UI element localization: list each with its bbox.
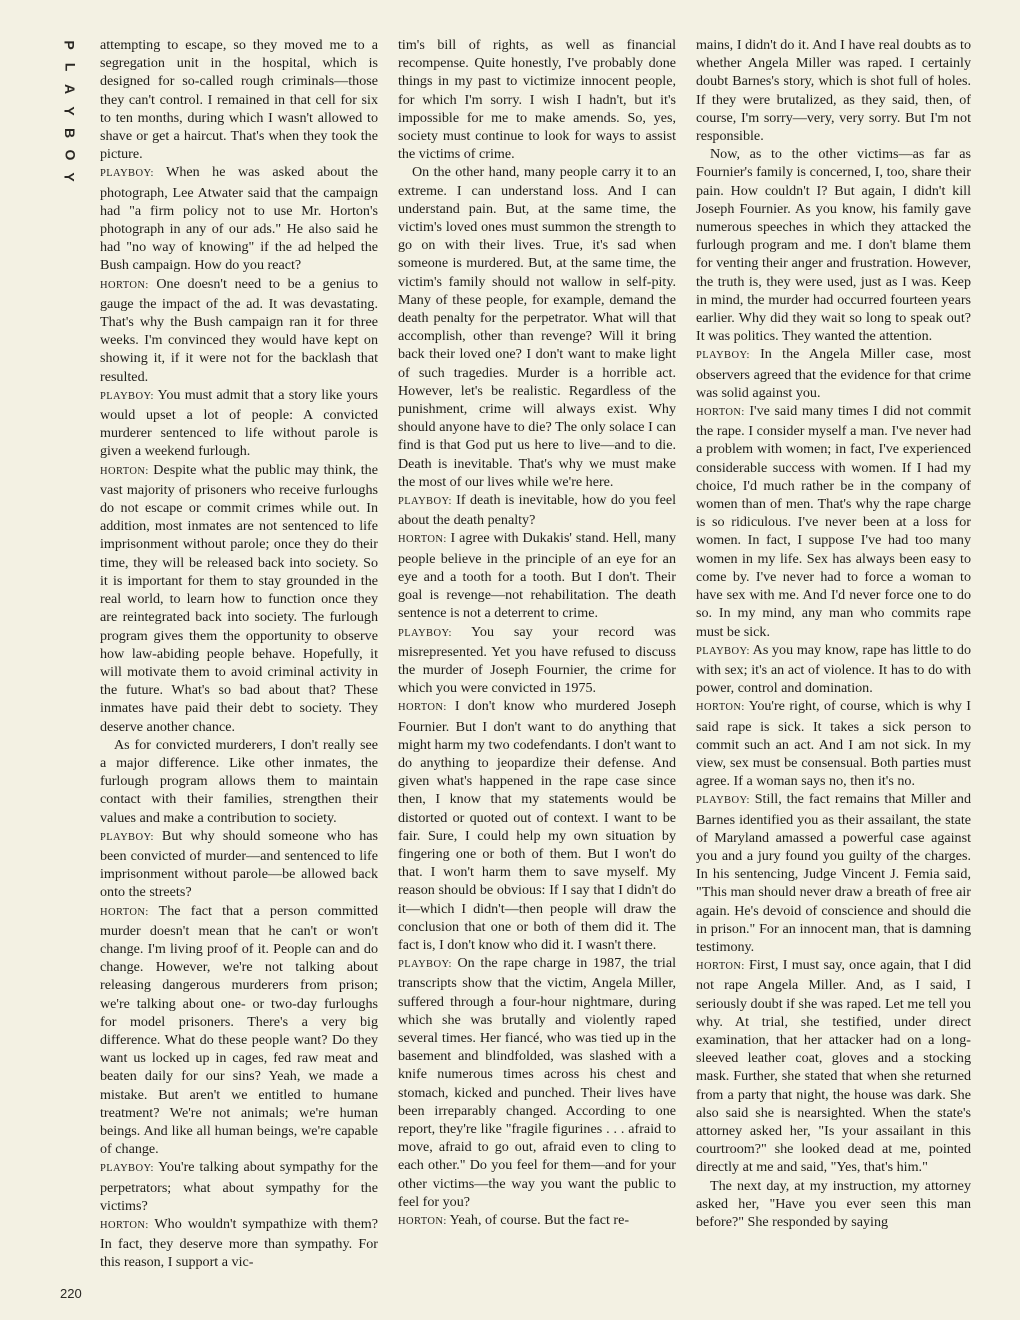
- page-number: 220: [60, 1286, 82, 1301]
- paragraph-text: You're right, of course, which is why I said rape is sick. It takes a sick person to commit such an act. And I am not sick. In my view, sex must be consensual. Both parties must agree. If a woman says no, then it's no.: [696, 698, 971, 790]
- speaker-label: PLAYBOY:: [696, 645, 750, 657]
- speaker-label: PLAYBOY:: [100, 168, 154, 180]
- paragraph: [696, 641, 971, 698]
- speaker-label: PLAYBOY:: [696, 795, 750, 807]
- paragraph: [100, 275, 378, 386]
- paragraph-text: You're talking about sympathy for the perpetrators; what about sympathy for the victims?: [100, 1159, 378, 1214]
- paragraph: [398, 1211, 676, 1231]
- paragraph-text: Now, as to the other victims—as far as Fournier's family is concerned, I, too, share their pain. How couldn't I? But again, I didn't kill Joseph Fournier. As you know, his family gave numerous speeches in which they attacked the furlough program and me. I don't blame them for venting their anger and frustration. However, the truth is, they were used, just as I was. Keep in mind, the murder had occurred fourteen years earlier. Why did they wait so long to speak out? It was politics. They wanted the attention.: [696, 146, 971, 345]
- running-head-letter: O: [61, 149, 78, 161]
- paragraph-text: The fact that a person committed murder doesn't mean that he can't or won't change. I'm living proof of it. People can and do change. However, we're not talking about releasing dangerous murderers from prison; we're talking about one- or two-day furloughs for model prisoners. There's a very big difference. What do these people want? Do they want us locked up in cages, fed raw meat and beaten daily for our sins? Yeah, we made a mistake. But aren't we entitled to humane treatment? We're not animals; we're human beings. And like all human beings, we're capable of change.: [100, 902, 378, 1158]
- paragraph: [100, 461, 378, 736]
- paragraph: [100, 163, 378, 274]
- speaker-label: HORTON:: [398, 1216, 447, 1227]
- paragraph-text: If death is inevitable, how do you feel about the death penalty?: [398, 492, 676, 529]
- speaker-label: HORTON:: [398, 534, 447, 546]
- paragraph: [398, 529, 676, 622]
- speaker-label: HORTON:: [100, 1220, 149, 1231]
- paragraph: [696, 36, 971, 145]
- speaker-label: PLAYBOY:: [398, 627, 452, 639]
- running-head-letter: B: [62, 127, 78, 139]
- paragraph-text: Who wouldn't sympathize with them? In fact, they deserve more than sympathy. For this reason, I support a vic-: [100, 1216, 378, 1271]
- paragraph: [100, 1215, 378, 1272]
- speaker-label: PLAYBOY:: [100, 390, 154, 402]
- paragraph-text: First, I must say, once again, that I did not rape Angela Miller. And, as I said, I seriously doubt if she was raped. Let me tell you why. At trial, she testified, under direct examination, that her attacker had on a long-sleeved leather coat, gloves and a stocking mask. Further, she stated that when she returned from a party that night, the house was dark. She also said she is nearsighted. When the state's attorney asked her, "Is your assailant in this courtroom?" she looked dead at me, pointed directly at me and said, "Yes, that's him.": [696, 957, 971, 1176]
- paragraph-text: As for convicted murderers, I don't really see a major difference. Like other inmates, the furlough program allows them to maintain contact with their families, strengthen their values and make a contribution to society.: [100, 736, 378, 826]
- paragraph-text: mains, I didn't do it. And I have real doubts as to whether Angela Miller was raped. I certainly doubt Barnes's story, which is shot full of holes. If they were brutalized, as they said, then, of course, I'm sorry—very, very sorry. But I'm not responsible.: [696, 37, 971, 145]
- paragraph: [100, 827, 378, 902]
- paragraph: [696, 1177, 971, 1232]
- paragraph: [100, 902, 378, 1159]
- paragraph-text: You must admit that a story like yours would upset a lot of people: A convicted murderer sentenced to life without parole is given a weekend furlough.: [100, 386, 378, 460]
- paragraph-text: On the rape charge in 1987, the trial transcripts show that the victim, Angela Miller, suffered through a four-hour nightmare, during which she was brutally and violently raped several times. Her fiancé, who was tied up in the basement and blindfolded, was slashed with a knife numerous times across his chest and stomach, kicked and punched. Their lives have been irreparably changed. According to one report, they're like "fragile figurines . . . afraid to move, afraid to go out, afraid even to cling to each other." Do you feel for them—and for your other victims—the way you want the public to feel for you?: [398, 955, 676, 1210]
- speaker-label: HORTON:: [696, 407, 745, 419]
- paragraph-text: On the other hand, many people carry it to an extreme. I can understand loss. And I can understand pain. But, at the same time, the victim's loved ones must summon the strength to go on with their lives. True, it's sad when someone is murdered. But, at the same time, the victim's family should not wallow in self-pity. Many of these people, for example, demand the death penalty for the perpetrator. What will that accomplish, other than revenge? Will it bring back their loved one? I don't want to make light of such tragedies. Murder is a horrible act. However, let's be realistic. Regardless of the punishment, crime will always exist. Why should anyone have to die? The only solace I can find is that God put us here to live—and to die. Death is inevitable. That's why we must make the most of our lives while we're here.: [398, 164, 676, 490]
- paragraph-text: I don't know who murdered Joseph Fournier. But I don't want to do anything that might harm my two codefendants. I don't want to do anything to jeopardize their defense. And given what's happened in the rape case since then, I know that my statements would be distorted or quoted out of context. I want to be fair. Sure, I could help my own situation by fingering one or both of them. But I won't do that. I won't harm them to save myself. My reason should be obvious: If I say that I didn't do it—which I didn't—then people will draw the conclusion that one or both of them did it. The fact is, I don't know who did it. I wasn't there.: [398, 698, 676, 953]
- running-head-letter: P: [62, 40, 78, 50]
- paragraph-text: Yeah, of course. But the fact re-: [446, 1212, 630, 1228]
- paragraph: [100, 386, 378, 461]
- paragraph: [398, 163, 676, 491]
- text-column-3: [696, 36, 971, 1231]
- paragraph-text: Still, the fact remains that Miller and Barnes identified you as their assailant, the state of Maryland amassed a powerful case against you and a jury found you guilty of the charges. In his sentencing, Judge Vincent J. Femia said, "This man should never draw a breath of free air again. He's devoid of conscience and should die in prison." For an innocent man, that is damning testimony.: [696, 791, 971, 955]
- text-column-1: [100, 36, 378, 1272]
- paragraph: [100, 36, 378, 163]
- paragraph: [398, 36, 676, 163]
- speaker-label: HORTON:: [398, 702, 447, 714]
- paragraph: [696, 697, 971, 790]
- running-head-letter: Y: [62, 106, 78, 116]
- paragraph: [696, 790, 971, 956]
- paragraph: [696, 402, 971, 641]
- paragraph: [398, 491, 676, 529]
- speaker-label: PLAYBOY:: [398, 496, 452, 508]
- paragraph-text: tim's bill of rights, as well as financial recompense. Quite honestly, I've probably done things in my past to victimize innocent people, for which I'm sorry. I wish I hadn't, but it's impossible for me to make amends. So, yes, society must continue to look for ways to assist the victims of crime.: [398, 37, 676, 163]
- running-head-letter: L: [62, 62, 78, 72]
- paragraph-text: You say your record was misrepresented. Yet you have refused to discuss the murder of Joseph Fournier, the crime for which you were convicted in 1975.: [398, 623, 676, 697]
- speaker-label: PLAYBOY:: [100, 1163, 154, 1175]
- running-head-letter: Y: [62, 172, 78, 182]
- speaker-label: PLAYBOY:: [398, 959, 452, 971]
- paragraph-text: attempting to escape, so they moved me to a segregation unit in the hospital, which is designed for so-called rough criminals—those they can't control. I remained in that cell for six to ten months, during which I wasn't allowed to shave or get a haircut. That's when they took the picture.: [100, 37, 378, 163]
- paragraph-text: The next day, at my instruction, my attorney asked her, "Have you ever seen this man before?" She responded by saying: [696, 1177, 971, 1230]
- paragraph: [398, 954, 676, 1211]
- speaker-label: HORTON:: [100, 906, 149, 918]
- paragraph: [398, 697, 676, 954]
- text-column-2: [398, 36, 676, 1231]
- paragraph-text: When he was asked about the photograph, Lee Atwater said that the campaign had "a firm policy not to use Mr. Horton's photograph in any of our ads." He also said he had "no way of knowing" if the ad helped the Bush campaign. How do you react?: [100, 164, 378, 274]
- paragraph: [696, 145, 971, 345]
- paragraph: [100, 736, 378, 827]
- paragraph-text: One doesn't need to be a genius to gauge the impact of the ad. It was devastating. That's why the Bush campaign ran it for three weeks. I'm convinced they would have kept on showing it, if it were not for the backlash that resulted.: [100, 275, 378, 385]
- running-head-letter: A: [62, 83, 78, 95]
- paragraph: [696, 956, 971, 1176]
- speaker-label: HORTON:: [100, 465, 149, 477]
- paragraph: [696, 345, 971, 402]
- paragraph-text: I've said many times I did not commit the rape. I consider myself a man. I've never had a problem with women; in fact, I've experienced considerable success with women. If I had my choice, I'd much rather be in the company of women than of men. That's why the rape charge is so ridiculous. I've never been at a loss for women. In fact, I suppose I've had too many women in my life. Sex has always been easy to come by. I've never had to force a woman to have sex with me. And I'd never force one to do so. In my mind, any man who commits rape must be sick.: [696, 403, 971, 640]
- speaker-label: PLAYBOY:: [696, 350, 750, 362]
- speaker-label: PLAYBOY:: [100, 831, 154, 843]
- paragraph: [398, 623, 676, 698]
- speaker-label: HORTON:: [696, 961, 745, 973]
- speaker-label: HORTON:: [696, 702, 745, 714]
- speaker-label: HORTON:: [100, 279, 149, 291]
- running-head: [58, 34, 82, 188]
- paragraph: [100, 1158, 378, 1215]
- paragraph-text: Despite what the public may think, the vast majority of prisoners who receive furloughs do not escape or commit crimes while out. In addition, most inmates are not sentenced to life imprisonment without parole; once they do their time, they will be released back into society. So it is important for them to stay grounded in the real world, to learn how to function once they are reintegrated back into society. The furlough program gives them the opportunity to observe how law-abiding people behave. Hopefully, it will motivate them to avoid criminal activity in the future. What's so bad about that? These inmates have paid their debt to society. They deserve another chance.: [100, 461, 378, 735]
- paragraph-text: I agree with Dukakis' stand. Hell, many people believe in the principle of an eye for an eye and a tooth for a tooth. But I don't. Their goal is revenge—not rehabilitation. The death sentence is not a deterrent to crime.: [398, 530, 676, 622]
- paragraph-text: As you may know, rape has little to do with sex; it's an act of violence. It has to do with power, control and domination.: [696, 641, 971, 697]
- paragraph-text: But why should someone who has been convicted of murder—and sentenced to life imprisonment without parole—be allowed back onto the streets?: [100, 827, 378, 901]
- paragraph-text: In the Angela Miller case, most observers agreed that the evidence for that crime was solid against you.: [696, 346, 971, 401]
